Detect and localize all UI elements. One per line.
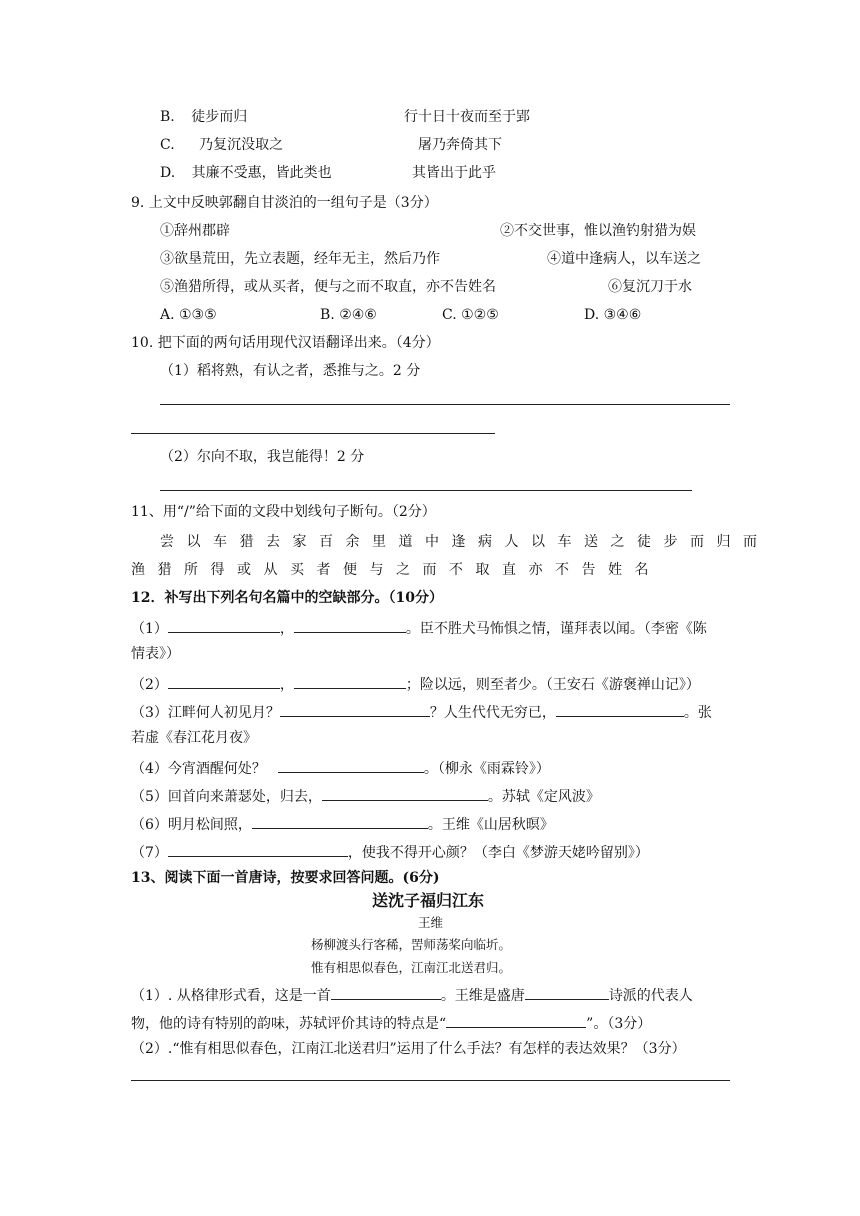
q12-line-5: （5）回首向来萧瑟处，归去， 。苏轼《定风波》 [131, 785, 600, 806]
q12-line-3-cont: 若虚《春江花月夜》 [131, 730, 257, 746]
q12-blank-1b[interactable] [294, 617, 406, 633]
poem-author: 王维 [418, 915, 444, 930]
q12-line-1: （1） ， 。臣不胜犬马怖惧之情，谨拜表以闻。（李密《陈 [131, 617, 707, 638]
q9-stem: 9. 上文中反映郭翻自甘淡泊的一组句子是（3分） [131, 195, 438, 211]
q9-item-2: ②不交世事，惟以渔钓射猎为娱 [500, 223, 696, 239]
q12-blank-1a[interactable] [168, 617, 280, 633]
q10-answer-line-1[interactable] [160, 404, 730, 405]
q13-blank-form[interactable] [331, 984, 441, 1000]
q13-part-2: （2）.“惟有相思似春色，江南江北送君归”运用了什么手法？有怎样的表达效果？（3分） [131, 1041, 686, 1057]
q9-item-1: ①辞州郡辟 [160, 223, 230, 239]
q8-option-c-right: 屠乃奔倚其下 [418, 137, 502, 153]
q9-item-5: ⑤渔猎所得，或从买者，便与之而不取直，亦不告姓名 [160, 279, 496, 295]
q13-answer-line[interactable] [131, 1080, 730, 1081]
q8-option-b: B. 徒步而归 [160, 109, 248, 125]
q12-blank-5[interactable] [322, 785, 488, 801]
poem-verse-1: 杨柳渡头行客稀，罟师荡桨向临圻。 [311, 937, 512, 952]
q10-sentence-1: （1）稻将熟，有认之者，悉推与之。2 分 [160, 363, 421, 379]
q10-answer-line-3[interactable] [160, 490, 692, 491]
q12-blank-3b[interactable] [556, 701, 684, 717]
q12-line-7: （7） ，使我不得开心颜？（李白《梦游天姥吟留别》） [131, 841, 649, 862]
q13-stem: 13、阅读下面一首唐诗，按要求回答问题。(6分) [131, 870, 440, 886]
q9-option-b: B. ②④⑥ [320, 307, 377, 323]
q12-line-4: （4）今宵酒醒何处？ 。（柳永《雨霖铃》） [131, 757, 550, 778]
q12-blank-6[interactable] [252, 813, 428, 829]
q11-passage-line-1: 尝以车猎去家百余里道中逢病人以车送之徒步而归而 [160, 534, 770, 550]
q10-answer-line-2[interactable] [131, 433, 495, 434]
q8-option-c: C. 乃复沉没取之 [160, 137, 284, 153]
q8-option-b-right: 行十日十夜而至于郢 [404, 109, 530, 125]
q9-option-d: D. ③④⑥ [584, 307, 642, 323]
q8-option-d-right: 其皆出于此乎 [412, 165, 496, 181]
q9-item-6: ⑥复沉刀于水 [608, 279, 692, 295]
q11-stem: 11、用“/”给下面的文段中划线句子断句。（2分） [131, 504, 436, 520]
q12-blank-2b[interactable] [294, 673, 406, 689]
q13-blank-school[interactable] [525, 984, 609, 1000]
q12-blank-4[interactable] [278, 757, 424, 773]
q12-blank-3a[interactable] [280, 701, 430, 717]
q13-part-1: （1）. 从格律形式看，这是一首 。王维是盛唐 诗派的代表人 [131, 984, 693, 1005]
q12-stem: 12．补写出下列名句名篇中的空缺部分。（10分） [131, 590, 443, 606]
q12-blank-2a[interactable] [168, 673, 280, 689]
q12-blank-7[interactable] [168, 841, 348, 857]
q8-option-d: D. 其廉不受惠，皆此类也 [160, 165, 332, 181]
q12-line-1-cont: 情表》） [131, 646, 180, 662]
q12-line-6: （6）明月松间照， 。王维《山居秋暝》 [131, 813, 554, 834]
q10-sentence-2: （2）尔向不取，我岂能得！2 分 [160, 449, 365, 465]
q9-item-3: ③欲垦荒田，先立表题，经年无主，然后乃作 [160, 251, 440, 267]
poem-title: 送沈子福归江东 [372, 891, 485, 910]
q9-option-a: A. ①③⑤ [160, 307, 217, 323]
q12-line-2: （2） ， ；险以远，则至者少。（王安石《游褒禅山记》） [131, 673, 700, 694]
q11-passage-line-2: 渔猎所得或从买者便与之而不取直亦不告姓名 [131, 562, 661, 578]
poem-verse-2: 惟有相思似春色，江南江北送君归。 [311, 960, 512, 975]
q12-line-3: （3）江畔何人初见月？ ？人生代代无穷已， 。张 [131, 701, 712, 722]
q13-part-1-cont: 物，他的诗有特别的韵味，苏轼评价其诗的特点是“ ”。（3分） [131, 1012, 651, 1033]
q9-option-c: C. ①②⑤ [442, 307, 499, 323]
q13-blank-comment[interactable] [446, 1012, 586, 1028]
q10-stem: 10. 把下面的两句话用现代汉语翻译出来。（4分） [131, 335, 440, 351]
q9-item-4: ④道中逢病人，以车送之 [547, 251, 701, 267]
